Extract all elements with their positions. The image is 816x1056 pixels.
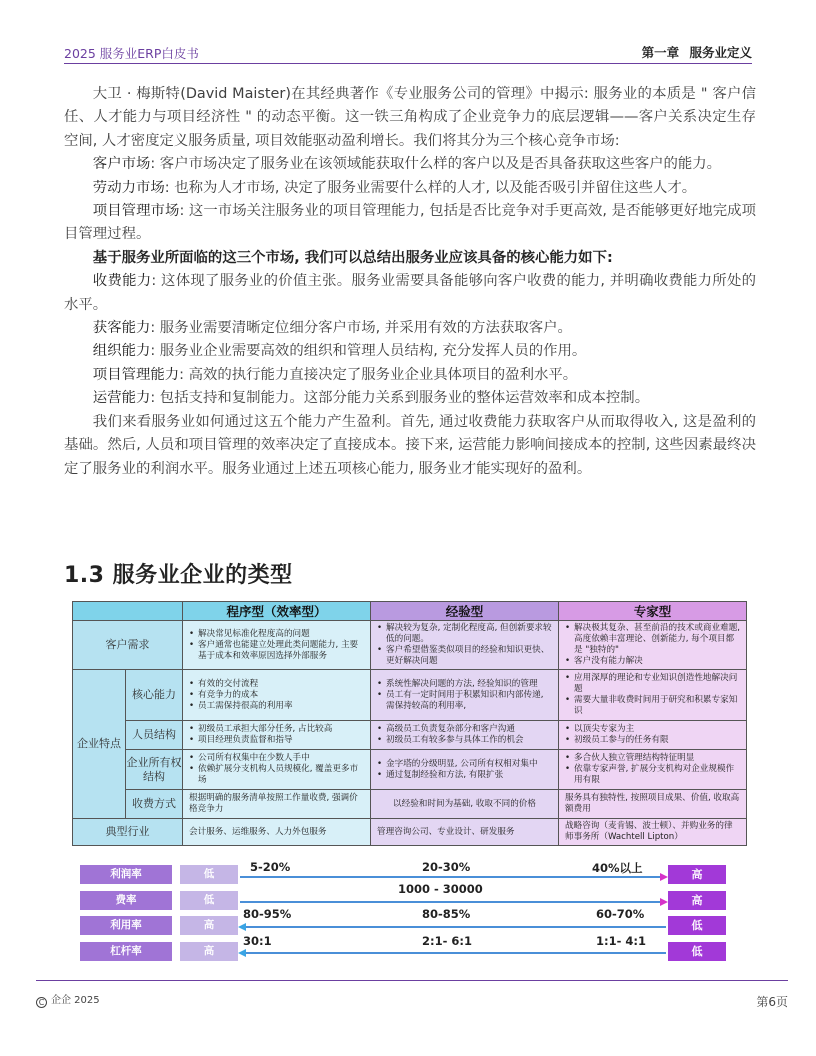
paragraph: 项目管理市场: 这一市场关注服务业的项目管理能力, 包括是否比竞争对手更高效, 是否能够更好地完成项目管理过程。 bbox=[64, 203, 756, 243]
row-label-core-capability: 核心能力 bbox=[126, 670, 183, 721]
table-cell: 会计服务、运维服务、人力外包服务 bbox=[183, 819, 371, 846]
footer-copyright: C 企企 2025 bbox=[36, 991, 100, 1008]
paragraph-term: 劳动力市场 bbox=[92, 179, 165, 196]
copyright-icon: C bbox=[36, 997, 47, 1008]
arrow-right-icon bbox=[240, 873, 666, 881]
row-label-fee-method: 收费方式 bbox=[126, 790, 183, 819]
table-cell: 战略咨询（麦肯锡、波士顿）、并购业务的律师事务所（Wachtell Lipton） bbox=[559, 819, 747, 846]
table-row bbox=[73, 790, 747, 819]
table-row bbox=[73, 750, 747, 790]
table-cell: 根据明确的服务清单按照工作量收费, 强调价格竞争力 bbox=[183, 790, 371, 819]
table-cell: • 金字塔的分级明显, 公司所有权相对集中 • 通过复制经验和方法, 有限扩张 bbox=[371, 750, 559, 790]
row-label-customer-needs: 客户需求 bbox=[73, 621, 183, 670]
table-row bbox=[73, 670, 747, 721]
comparison-end-badge: 低 bbox=[668, 942, 726, 961]
table-cell: 服务具有独特性, 按照项目成果、价值, 收取高额费用 bbox=[559, 790, 747, 819]
comparison-end-badge: 高 bbox=[668, 865, 726, 884]
paragraph-term: 项目管理能力 bbox=[92, 366, 180, 383]
row-label-typical-industry: 典型行业 bbox=[73, 819, 183, 846]
comparison-label-profit-margin: 利润率 bbox=[80, 865, 172, 884]
table-header-procedural: 程序型（效率型） bbox=[183, 602, 371, 621]
table-cell: • 高级员工负责复杂部分和客户沟通 • 初级员工有较多参与具体工作的机会 bbox=[371, 721, 559, 750]
paragraph: 收费能力: 这体现了服务业的价值主张。服务业需要具备能够向客户收费的能力, 并明确收费能力所处的水平。 bbox=[64, 273, 756, 313]
paragraph: 获客能力: 服务业需要清晰定位细分客户市场, 并采用有效的方法获取客户。 bbox=[92, 320, 572, 337]
row-label-staff-structure: 人员结构 bbox=[126, 721, 183, 750]
paragraph: 项目管理能力: 高效的执行能力直接决定了服务业企业具体项目的盈利水平。 bbox=[92, 366, 578, 383]
comparison-value: 30:1 bbox=[243, 934, 272, 948]
comparison-value: 5-20% bbox=[250, 860, 291, 874]
comparison-value: 80-95% bbox=[243, 907, 292, 921]
header-doc-title: 2025 服务业ERP白皮书 bbox=[64, 46, 199, 61]
paragraph: 劳动力市场: 也称为人才市场, 决定了服务业需要什么样的人才, 以及能否吸引并留住这些人才。 bbox=[92, 179, 697, 196]
comparison-value: 60-70% bbox=[596, 907, 645, 921]
row-group-label-enterprise-traits: 企业特点 bbox=[73, 670, 126, 819]
comparison-start-badge: 高 bbox=[180, 942, 238, 961]
table-row bbox=[73, 721, 747, 750]
comparison-start-badge: 低 bbox=[180, 891, 238, 910]
comparison-label-fee-rate: 费率 bbox=[80, 891, 172, 910]
page-number: 第6页 bbox=[756, 995, 788, 1009]
service-types-table bbox=[72, 601, 747, 846]
body-text bbox=[64, 83, 756, 481]
table-cell: • 公司所有权集中在少数人手中 • 依赖扩展分支机构人员规模化, 覆盖更多市场 bbox=[183, 750, 371, 790]
comparison-start-badge: 高 bbox=[180, 916, 238, 935]
paragraph: 运营能力: 包括支持和复制能力。这部分能力关系到服务业的整体运营效率和成本控制。 bbox=[92, 390, 650, 407]
arrow-left-icon bbox=[240, 923, 666, 931]
table-header-blank bbox=[73, 602, 183, 621]
paragraph-summary: 基于服务业所面临的这三个市场, 我们可以总结出服务业应该具备的核心能力如下: bbox=[92, 249, 613, 266]
paragraph: 大卫 · 梅斯特(David Maister)在其经典著作《专业服务公司的管理》中揭示: 服务业的本质是 " 客户信任、人才能力与项目经济性 " 的动态平衡。这一铁三角构成了企业竞争力的底层逻辑——客户关系决定生存空间, 人才密度定义服务质量, 项目效能驱动盈利增长。我们将其分为三个核心竞争市场: bbox=[64, 86, 756, 149]
paragraph: 客户市场: 客户市场决定了服务业在该领域能获取什么样的客户以及是否具备获取这些客户的能力。 bbox=[92, 156, 722, 173]
arrow-left-icon bbox=[240, 949, 666, 957]
arrow-right-icon bbox=[240, 898, 666, 906]
table-cell: • 以顶尖专家为主 • 初级员工参与的任务有限 bbox=[559, 721, 747, 750]
page-header bbox=[64, 42, 752, 64]
table-cell: • 有效的交付流程 • 有竞争力的成本 • 员工需保持很高的利用率 bbox=[183, 670, 371, 721]
table-cell: 管理咨询公司、专业设计、研发服务 bbox=[371, 819, 559, 846]
paragraph-term: 客户市场 bbox=[92, 156, 151, 173]
page-footer bbox=[36, 980, 788, 1012]
comparison-value: 1:1- 4:1 bbox=[596, 934, 646, 948]
table-header-expert: 专家型 bbox=[559, 602, 747, 621]
table-row bbox=[73, 621, 747, 670]
header-chapter-title: 第一章 服务业定义 bbox=[641, 45, 752, 60]
comparison-end-badge: 高 bbox=[668, 891, 726, 910]
comparison-value: 80-85% bbox=[422, 907, 471, 921]
paragraph-term: 项目管理市场 bbox=[92, 203, 180, 220]
table-cell: • 多合伙人独立管理结构特征明显 • 依靠专家声誉, 扩展分支机构对企业规模作用有限 bbox=[559, 750, 747, 790]
paragraph-term: 收费能力 bbox=[92, 273, 152, 290]
table-row bbox=[73, 819, 747, 846]
comparison-start-badge: 低 bbox=[180, 865, 238, 884]
table-header-row bbox=[73, 602, 747, 621]
paragraph-term: 获客能力 bbox=[92, 320, 151, 337]
paragraph-term: 组织能力 bbox=[92, 343, 151, 360]
paragraph: 我们来看服务业如何通过这五个能力产生盈利。首先, 通过收费能力获取客户从而取得收入, 这是盈利的基础。然后, 人员和项目管理的效率决定了直接成本。接下来, 运营能力影响间接成本的控制, 这些因素最终决定了服务业的利润水平。服务业通过上述五项核心能力, 服务业才能实现好的盈利。 bbox=[64, 413, 756, 477]
table-cell: • 解决极其复杂、甚至前沿的技术或商业难题, 高度依赖丰富理论、创新能力, 每个项目都是 "独特的" • 客户没有能力解决 bbox=[559, 621, 747, 670]
table-cell: • 初级员工承担大部分任务, 占比较高 • 项目经理负责监督和指导 bbox=[183, 721, 371, 750]
table-cell: 以经验和时间为基础, 收取不同的价格 bbox=[371, 790, 559, 819]
comparison-value: 2:1- 6:1 bbox=[422, 934, 472, 948]
comparison-value: 40%以上 bbox=[592, 861, 643, 875]
table-cell: • 解决常见标准化程度高的问题 • 客户通常也能建立处理此类问题能力, 主要基于成本和效率原因选择外部服务 bbox=[183, 621, 371, 670]
comparison-label-leverage: 杠杆率 bbox=[80, 942, 172, 961]
row-label-ownership: 企业所有权结构 bbox=[126, 750, 183, 790]
comparison-end-badge: 低 bbox=[668, 916, 726, 935]
table-header-experience: 经验型 bbox=[371, 602, 559, 621]
section-title: 1.3 服务业企业的类型 bbox=[64, 563, 293, 588]
comparison-label-utilization: 利用率 bbox=[80, 916, 172, 935]
comparison-value: 20-30% bbox=[422, 860, 471, 874]
paragraph-term: 运营能力 bbox=[92, 390, 151, 407]
comparison-value: 1000 - 30000 bbox=[398, 882, 483, 896]
table-cell: • 系统性解决问题的方法, 经验知识的管理 • 员工有一定时间用于积累知识和内部传递, 需保持较高的利用率, bbox=[371, 670, 559, 721]
table-cell: • 应用深厚的理论和专业知识创造性地解决问题 • 需要大量非收费时间用于研究和积累专家知识 bbox=[559, 670, 747, 721]
table-cell: • 解决较为复杂, 定制化程度高, 但创新要求较低的问题。 • 客户希望借鉴类似项目的经验和知识更快、更好解决问题 bbox=[371, 621, 559, 670]
paragraph: 组织能力: 服务业企业需要高效的组织和管理人员结构, 充分发挥人员的作用。 bbox=[92, 343, 587, 360]
